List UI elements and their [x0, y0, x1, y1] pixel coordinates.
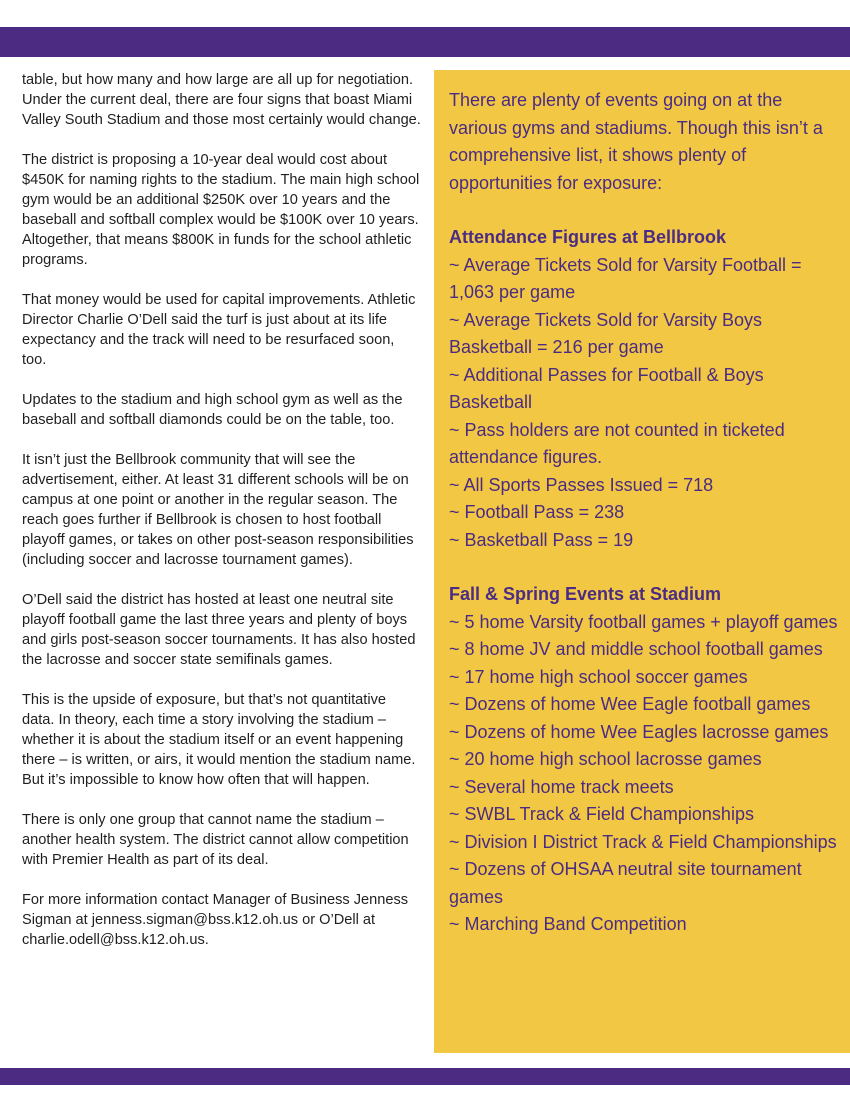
- events-sidebar: [434, 70, 850, 1053]
- attendance-list: [449, 252, 840, 555]
- contact-paragraph: For more information contact Manager of Business Jenness Sigman at jenness.sigman@bss.k12.oh.us or O’Dell at charlie.odell@bss.k12.oh.us.: [22, 892, 409, 948]
- footer-band: [0, 1068, 850, 1085]
- attendance-item: ~ Additional Passes for Football & Boys Basketball: [449, 364, 764, 412]
- attendance-item: ~ Basketball Pass = 19: [449, 529, 634, 550]
- attendance-section: [449, 224, 840, 554]
- article-paragraph: It isn’t just the Bellbrook community that will see the advertisement, either. At least 31 different schools will be on campus at one point or another in the regular season. The reach goes further if Bellbrook is chosen to host football playoff games, or takes on other post-season responsibilities (including soccer and lacrosse tournament games).: [22, 452, 414, 568]
- attendance-item: ~ Pass holders are not counted in ticketed attendance figures.: [449, 419, 785, 467]
- events-heading: Fall & Spring Events at Stadium: [449, 584, 722, 604]
- article-paragraph: table, but how many and how large are all up for negotiation. Under the current deal, there are four signs that boast Miami Valley South Stadium and those most certainly would change.: [22, 72, 421, 128]
- article-paragraph: O’Dell said the district has hosted at least one neutral site playoff football game the last three years and plenty of boys and girls post-season soccer tournaments. It has also hosted the lacrosse and soccer state semifinals games.: [22, 592, 416, 668]
- events-list: [449, 609, 840, 939]
- event-item: ~ Dozens of OHSAA neutral site tournament games: [449, 859, 802, 907]
- sidebar-intro: There are plenty of events going on at the various gyms and stadiums. Though this isn’t a comprehensive list, it shows plenty of opportunities for exposure:: [449, 90, 823, 193]
- event-item: ~ 20 home high school lacrosse games: [449, 749, 762, 769]
- attendance-item: ~ Average Tickets Sold for Varsity Boys Basketball = 216 per game: [449, 309, 762, 357]
- event-item: ~ Dozens of home Wee Eagles lacrosse games: [449, 721, 829, 742]
- events-section: [449, 581, 840, 939]
- article-paragraph: Updates to the stadium and high school gym as well as the baseball and softball diamonds could be on the table, too.: [22, 392, 403, 428]
- article-body: [22, 70, 422, 970]
- event-item: ~ Marching Band Competition: [449, 914, 687, 934]
- event-item: ~ SWBL Track & Field Championships: [449, 804, 754, 824]
- header-band: [0, 27, 850, 57]
- attendance-item: ~ All Sports Passes Issued = 718: [449, 474, 714, 495]
- attendance-heading: Attendance Figures at Bellbrook: [449, 227, 727, 247]
- article-paragraph: This is the upside of exposure, but that’s not quantitative data. In theory, each time a story involving the stadium – whether it is about the stadium itself or an event happening there – is written, or airs, it would mention the stadium name. But it’s impossible to know how often that will happen.: [22, 692, 416, 788]
- attendance-item: ~ Football Pass = 238: [449, 502, 625, 522]
- article-paragraph: The district is proposing a 10-year deal would cost about $450K for naming rights to the stadium. The main high school gym would be an additional $250K over 10 years and the baseball and softball complex would be $100K over 10 years. Altogether, that means $800K in funds for the school athletic programs.: [22, 152, 420, 268]
- event-item: ~ 5 home Varsity football games + playoff games: [449, 611, 838, 632]
- attendance-item: ~ Average Tickets Sold for Varsity Football = 1,063 per game: [449, 254, 802, 302]
- event-item: ~ Several home track meets: [449, 776, 674, 797]
- article-paragraph: There is only one group that cannot name the stadium – another health system. The district cannot allow competition with Premier Health as part of its deal.: [22, 812, 409, 868]
- article-paragraph: That money would be used for capital improvements. Athletic Director Charlie O’Dell said the turf is just about at its life expectancy and the track will need to be resurfaced soon, too.: [22, 292, 416, 368]
- event-item: ~ Dozens of home Wee Eagle football games: [449, 694, 811, 714]
- event-item: ~ 17 home high school soccer games: [449, 666, 748, 687]
- event-item: ~ Division I District Track & Field Championships: [449, 831, 837, 852]
- event-item: ~ 8 home JV and middle school football games: [449, 639, 823, 659]
